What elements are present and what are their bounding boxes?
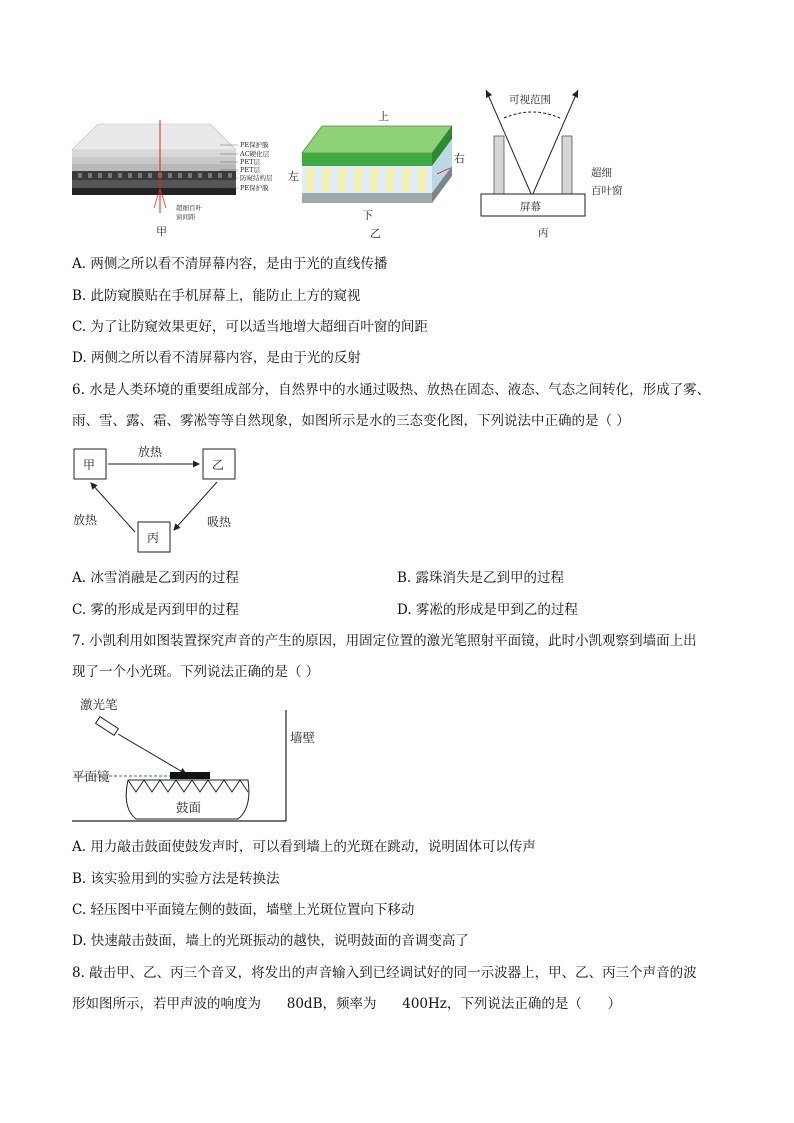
state-change-diagram [70,440,250,558]
drum-surface-label: 鼓面 [176,800,202,815]
figure-jia [70,118,280,240]
layer-label: PE保护膜 [240,184,269,192]
figure-caption: 丙 [538,227,549,239]
screen-label: 屏幕 [520,201,541,213]
q6-stem: 6. 水是人类环境的重要组成部分，自然界中的水通过吸热、放热在固态、液态、气态之间转化，形成了雾、 [72,382,711,398]
drum-laser-diagram [70,690,340,825]
louver-label: 超细 [591,167,612,179]
q7-option-d: D. 快速敲击鼓面，墙上的光斑振动的越快，说明鼓面的音调变高了 [72,933,469,949]
q7-option-c: C. 轻压图中平面镜左侧的鼓面，墙壁上光斑位置向下移动 [72,902,415,918]
mirror-label: 平面镜 [72,769,110,784]
state-a: 甲 [83,458,96,472]
laser-pen-label: 激光笔 [80,697,118,712]
layer-label: PET层 [240,158,260,166]
q7-option-a: A. 用力敲击鼓面使鼓发声时，可以看到墙上的光斑在跳动，说明固体可以传声 [72,839,536,855]
q6-option-b: B. 露珠消失是乙到甲的过程 [397,570,565,586]
q8-stem: 8. 敲击甲、乙、丙三个音叉，将发出的声音输入到已经调试好的同一示波器上，甲、乙、丙三个声音的波 [72,965,697,981]
q5-option-b: B. 此防窥膜贴在手机屏幕上，能防止上方的窥视 [72,288,361,304]
q6-option-d: D. 雾凇的形成是甲到乙的过程 [397,602,578,618]
dir-down: 下 [362,209,373,222]
q5-option-a: A. 两侧之所以看不清屏幕内容，是由于光的直线传播 [72,256,388,272]
q7-stem: 7. 小凯利用如图装置探究声音的产生的原因，用固定位置的激光笔照射平面镜，此时小凯观察到墙面上出 [72,633,697,649]
state-c: 丙 [147,531,160,545]
state-b: 乙 [212,458,225,472]
q5-option-d: D. 两侧之所以看不清屏幕内容，是由于光的反射 [72,350,361,366]
wall-label: 墙壁 [290,730,316,745]
q8-stem: 形如图所示，若甲声波的响度为 80dB，频率为 400Hz，下列说法正确的是（ ） [72,996,622,1012]
dir-left: 左 [288,170,299,183]
dir-up: 上 [378,110,389,123]
arrow-label-ab: 放热 [138,445,163,459]
arrow-label-bc: 吸热 [207,515,232,529]
dir-right: 右 [454,152,465,165]
q6-option-a: A. 冰雪消融是乙到丙的过程 [72,570,239,586]
figure-caption: 甲 [156,225,167,238]
q6-option-c: C. 雾的形成是丙到甲的过程 [72,602,239,618]
layer-label: PET层 [240,166,260,174]
layer-label: PE保护膜 [240,141,269,149]
louver-note: 超细百叶 [176,204,202,212]
figure-caption: 乙 [370,227,381,240]
q7-stem: 现了一个小光斑。下列说法正确的是（ ） [72,664,320,680]
figure-yi [282,108,474,242]
q5-option-c: C. 为了让防窥效果更好，可以适当地增大超细百叶窗的间距 [72,319,428,335]
q6-stem: 雨、雪、露、霜、雾凇等等自然现象，如图所示是水的三态变化图，下列说法中正确的是（ ） [72,413,630,429]
figure-bing [476,86,636,242]
q7-option-b: B. 该实验用到的实验方法是转换法 [72,871,280,887]
layer-label: AC硬化层 [240,150,270,158]
louver-note: 窗间距 [176,213,196,221]
arrow-label-ca: 放热 [73,513,98,527]
view-range-label: 可视范围 [509,94,551,106]
louver-label: 百叶窗 [591,185,623,197]
layer-label: 防窥结构层 [240,174,273,182]
